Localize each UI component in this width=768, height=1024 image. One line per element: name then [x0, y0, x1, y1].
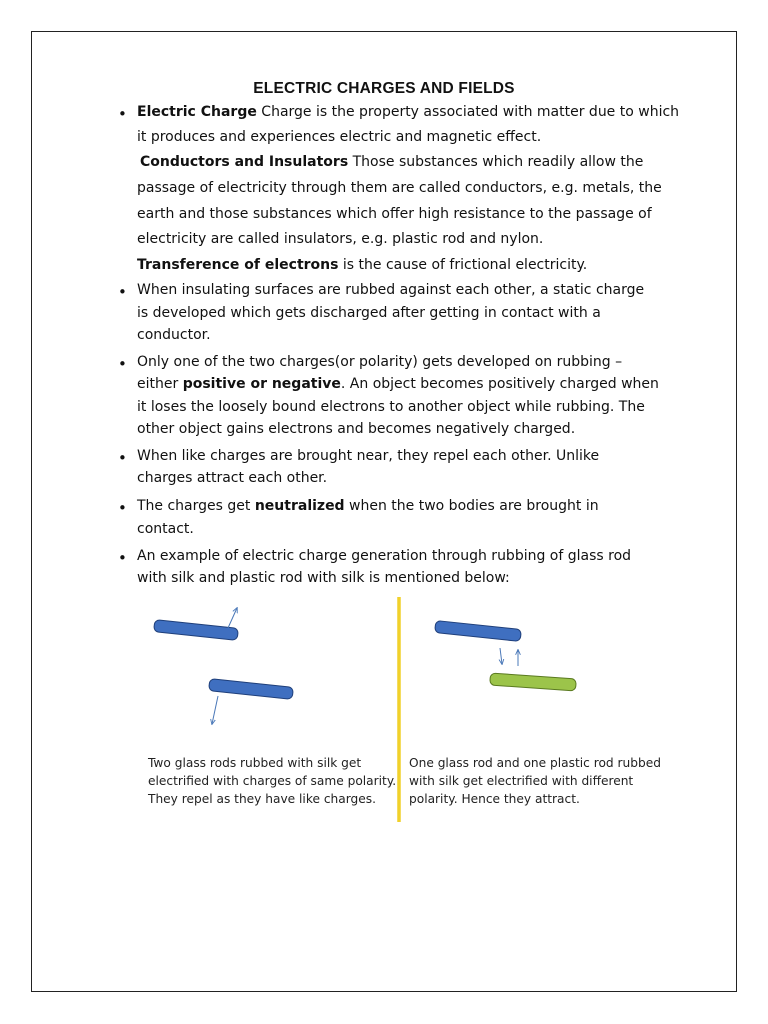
bullet-dot: • — [118, 105, 127, 123]
glass-rod-top-left — [154, 620, 239, 641]
bullet-2-line-1: When insulating surfaces are rubbed against each other, a static charge — [137, 282, 645, 298]
bullet-5-line-2: contact. — [137, 521, 194, 537]
right-caption — [409, 754, 661, 808]
bullet-dot: • — [118, 549, 127, 567]
bullet-dot: • — [118, 449, 127, 467]
paragraph-transference-line-1 — [137, 257, 587, 273]
paragraph-conductors-line-3: earth and those substances which offer high resistance to the passage of — [137, 206, 652, 222]
bullet-dot: • — [118, 355, 127, 373]
left-caption-line-3: They repel as they have like charges. — [148, 792, 376, 806]
bullet-6-line-1: An example of electric charge generation through rubbing of glass rod — [137, 548, 632, 564]
plastic-rod-right — [490, 673, 577, 691]
glass-rod-bottom-left — [209, 679, 294, 700]
text-span: Those substances which readily allow the — [348, 154, 644, 170]
rod-illustration — [32, 592, 738, 832]
term-electric-charge: Electric Charge — [137, 104, 257, 120]
text-span: is the cause of frictional electricity. — [338, 257, 588, 273]
bullet-dot: • — [118, 499, 127, 517]
page-title: ELECTRIC CHARGES AND FIELDS — [253, 80, 515, 97]
paragraph-electric-charge-line-2: it produces and experiences electric and magnetic effect. — [137, 129, 542, 145]
left-caption — [148, 754, 396, 808]
text-span: . An object becomes positively charged when — [340, 376, 659, 392]
repel-arrow-up — [228, 608, 237, 628]
left-caption-line-1: Two glass rods rubbed with silk get — [148, 756, 362, 770]
paragraph-electric-charge-line-1 — [137, 104, 679, 120]
right-panel-rods — [435, 621, 577, 691]
bullet-3-line-2 — [137, 376, 659, 392]
left-caption-line-2: electrified with charges of same polarity. — [148, 774, 397, 788]
term-conductors-insulators: Conductors and Insulators — [140, 154, 349, 170]
bullet-3-line-3: it loses the loosely bound electrons to another object while rubbing. The — [137, 399, 645, 415]
document-page — [31, 31, 737, 992]
paragraph-conductors-line-4: electricity are called insulators, e.g. plastic rod and nylon. — [137, 231, 544, 247]
left-panel-rods — [154, 608, 294, 724]
glass-rod-right — [435, 621, 522, 642]
text-span: either — [137, 376, 183, 392]
attract-arrow-down — [500, 648, 502, 664]
bullet-4-line-1: When like charges are brought near, they repel each other. Unlike — [137, 448, 600, 464]
bullet-3-line-1: Only one of the two charges(or polarity) gets developed on rubbing – — [137, 354, 623, 370]
bullet-3-line-4: other object gains electrons and becomes negatively charged. — [137, 421, 576, 437]
bullet-2-line-2: is developed which gets discharged after getting in contact with a — [137, 305, 601, 321]
text-span: Charge is the property associated with matter due to which — [256, 104, 680, 120]
repel-arrow-down — [212, 696, 218, 724]
bullet-5-line-1 — [137, 498, 599, 514]
bullet-6-line-2: with silk and plastic rod with silk is mentioned below: — [137, 570, 510, 586]
bullet-2-line-3: conductor. — [137, 327, 211, 343]
term-positive-or-negative: positive or negative — [182, 376, 341, 392]
text-span: The charges get — [137, 498, 255, 514]
bullet-dot: • — [118, 283, 127, 301]
term-neutralized: neutralized — [254, 498, 345, 514]
term-transference-of-electrons: Transference of electrons — [137, 257, 339, 273]
paragraph-conductors-line-1 — [140, 154, 643, 170]
paragraph-conductors-line-2: passage of electricity through them are called conductors, e.g. metals, the — [137, 180, 662, 196]
text-span: when the two bodies are brought in — [344, 498, 599, 514]
right-caption-line-1: One glass rod and one plastic rod rubbed — [409, 756, 661, 770]
bullet-4-line-2: charges attract each other. — [137, 470, 328, 486]
right-caption-line-3: polarity. Hence they attract. — [409, 792, 580, 806]
right-caption-line-2: with silk get electrified with different — [409, 774, 634, 788]
